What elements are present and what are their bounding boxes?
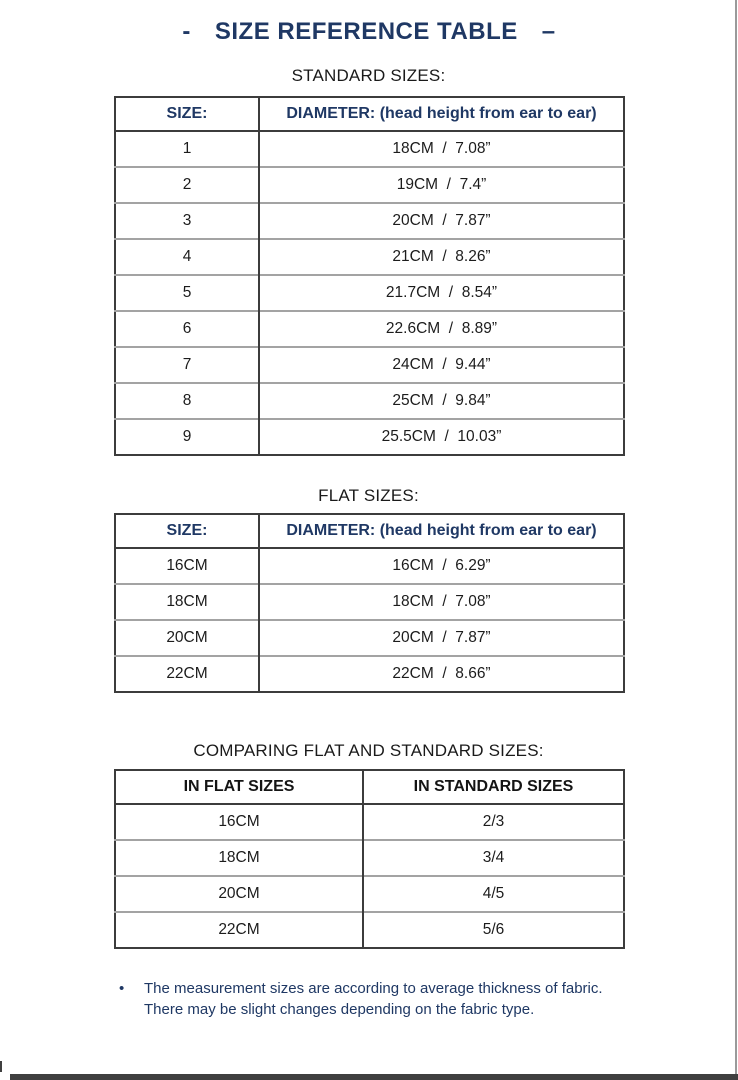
table-row (115, 383, 624, 419)
table-row (115, 804, 624, 840)
table-header-row (115, 97, 624, 131)
diameter-cell: 21CM / 8.26” (259, 239, 624, 275)
flat-size-cell: 22CM (115, 912, 363, 948)
flat-sizes-table (114, 513, 625, 693)
table-row (115, 620, 624, 656)
diameter-cell: 16CM / 6.29” (259, 548, 624, 584)
diameter-cell: 18CM / 7.08” (259, 584, 624, 620)
page-edge-line (735, 0, 737, 1080)
diameter-cell: 24CM / 9.44” (259, 347, 624, 383)
diameter-cell: 25CM / 9.84” (259, 383, 624, 419)
diameter-column-header: DIAMETER: (head height from ear to ear) (259, 514, 624, 548)
size-cell: 20CM (115, 620, 259, 656)
flat-size-cell: 18CM (115, 840, 363, 876)
flat-size-cell: 20CM (115, 876, 363, 912)
table-row (115, 167, 624, 203)
title-dash-left: - (182, 18, 191, 45)
table-row (115, 203, 624, 239)
standard-sizes-heading: STANDARD SIZES: (291, 66, 446, 85)
flat-size-cell: 16CM (115, 804, 363, 840)
standard-sizes-table (114, 96, 625, 456)
size-cell: 4 (115, 239, 259, 275)
table-row (115, 584, 624, 620)
size-cell: 5 (115, 275, 259, 311)
diameter-cell: 18CM / 7.08” (259, 131, 624, 167)
title-dash-right: – (541, 18, 556, 45)
table-row (115, 840, 624, 876)
table-row (115, 275, 624, 311)
size-cell: 8 (115, 383, 259, 419)
table-row (115, 239, 624, 275)
table-header-row (115, 514, 624, 548)
diameter-cell: 25.5CM / 10.03” (259, 419, 624, 455)
standard-size-cell: 5/6 (363, 912, 624, 948)
bullet-icon: • (119, 980, 125, 997)
table-row (115, 419, 624, 455)
standard-size-cell: 3/4 (363, 840, 624, 876)
page-left-tick (0, 1061, 2, 1072)
flat-sizes-heading: FLAT SIZES: (318, 486, 419, 505)
diameter-cell: 20CM / 7.87” (259, 203, 624, 239)
size-cell: 22CM (115, 656, 259, 692)
page-title-row (0, 18, 738, 46)
table-row (115, 912, 624, 948)
table-row (115, 656, 624, 692)
diameter-cell: 19CM / 7.4” (259, 167, 624, 203)
note-line-2: There may be slight changes depending on the fabric type. (144, 1001, 535, 1018)
flat-sizes-column-header: IN FLAT SIZES (115, 770, 363, 804)
size-column-header: SIZE: (115, 514, 259, 548)
size-cell: 7 (115, 347, 259, 383)
standard-size-cell: 2/3 (363, 804, 624, 840)
page-title: SIZE REFERENCE TABLE (214, 18, 518, 45)
comparison-heading: COMPARING FLAT AND STANDARD SIZES: (193, 741, 544, 760)
size-cell: 18CM (115, 584, 259, 620)
diameter-cell: 21.7CM / 8.54” (259, 275, 624, 311)
table-row (115, 876, 624, 912)
size-cell: 1 (115, 131, 259, 167)
table-row (115, 548, 624, 584)
measurement-note (117, 978, 637, 1020)
table-row (115, 347, 624, 383)
size-column-header: SIZE: (115, 97, 259, 131)
comparison-table (114, 769, 625, 949)
standard-size-cell: 4/5 (363, 876, 624, 912)
diameter-cell: 20CM / 7.87” (259, 620, 624, 656)
size-cell: 3 (115, 203, 259, 239)
diameter-cell: 22.6CM / 8.89” (259, 311, 624, 347)
table-header-row (115, 770, 624, 804)
standard-sizes-column-header: IN STANDARD SIZES (363, 770, 624, 804)
page-bottom-bar (10, 1074, 738, 1080)
diameter-column-header: DIAMETER: (head height from ear to ear) (259, 97, 624, 131)
table-row (115, 311, 624, 347)
size-cell: 6 (115, 311, 259, 347)
note-line-1: The measurement sizes are according to average thickness of fabric. (144, 980, 603, 997)
size-cell: 16CM (115, 548, 259, 584)
diameter-cell: 22CM / 8.66” (259, 656, 624, 692)
table-row (115, 131, 624, 167)
size-cell: 2 (115, 167, 259, 203)
size-cell: 9 (115, 419, 259, 455)
